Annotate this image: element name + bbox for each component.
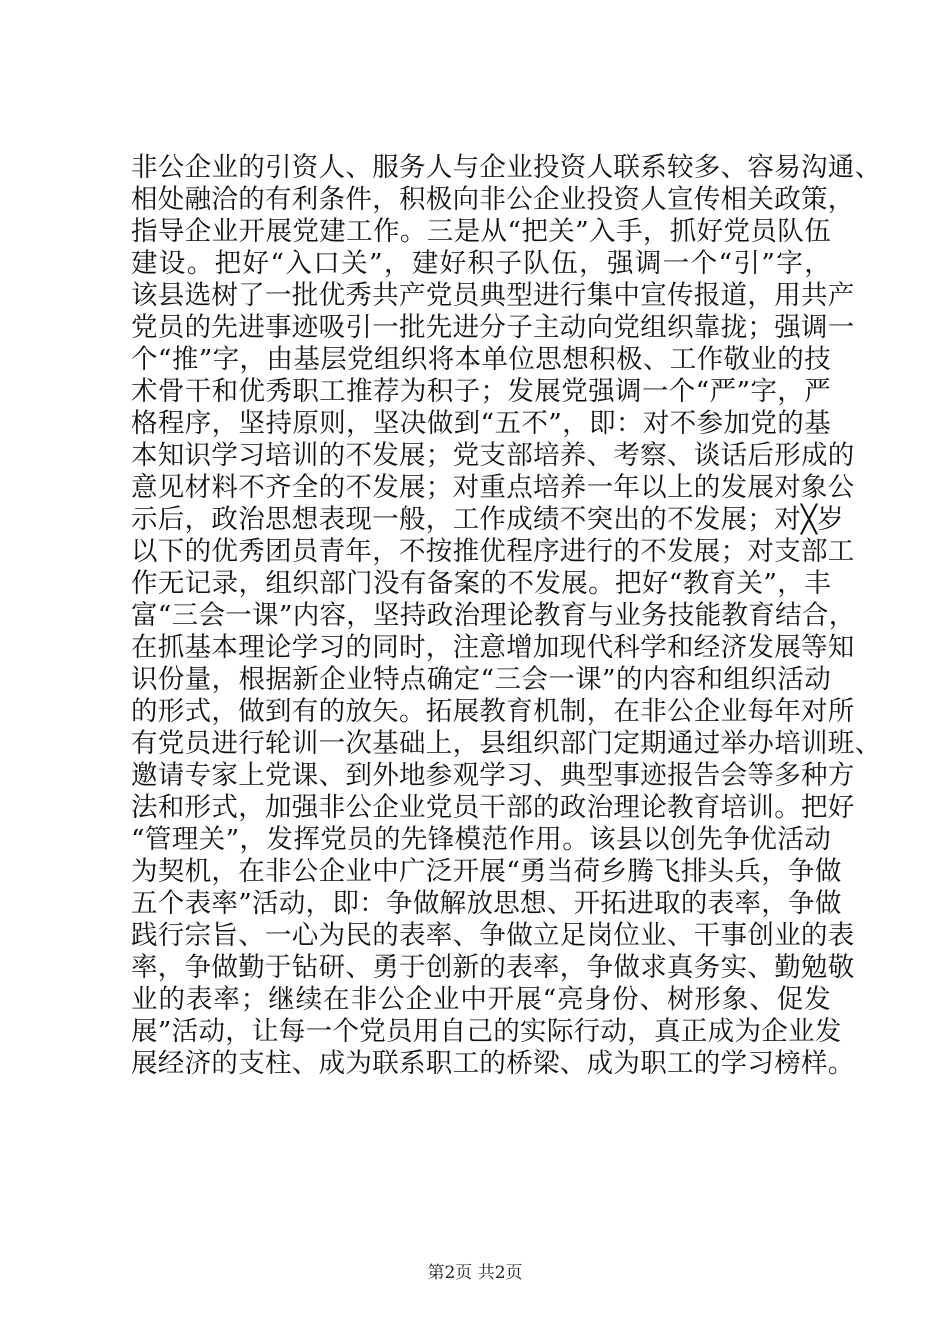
text-line: 展”活动，让每一个党员用自己的实际行动，真正成为企业发 (131, 1016, 842, 1047)
page-number-footer: 第2页 共2页 (427, 1263, 523, 1283)
text-line: 富“三会一课”内容，坚持政治理论教育与业务技能教育结合， (131, 600, 856, 631)
text-line: 展经济的支柱、成为联系职工的桥梁、成为职工的学习榜样。 (131, 1048, 855, 1079)
text-line: 该县选树了一批优秀共产党员典型进行集中宣传报道，用共产 (131, 280, 855, 311)
text-line: 相处融洽的有利条件，积极向非公企业投资人宣传相关政策， (131, 184, 855, 215)
text-line: 识份量，根据新企业特点确定“三会一课”的内容和组织活动 (131, 664, 831, 695)
text-line: 意见材料不齐全的不发展；对重点培养一年以上的发展对象公 (131, 472, 855, 503)
text-line: “管理关”，发挥党员的先锋模范作用。该县以创先争优活动 (131, 824, 831, 855)
text-line: 指导企业开展党建工作。三是从“把关”入手，抓好党员队伍 (131, 216, 831, 247)
text-line: 以下的优秀团员青年，不按推优程序进行的不发展；对支部工 (131, 536, 855, 567)
text-line: 党员的先进事迹吸引一批先进分子主动向党组织靠拢；强调一 (131, 312, 855, 343)
text-line: 践行宗旨、一心为民的表率、争做立足岗位业、干事创业的表 (131, 920, 855, 951)
text-line: 的形式，做到有的放矢。拓展教育机制，在非公企业每年对所 (131, 696, 855, 727)
text-line: 法和形式，加强非公企业党员干部的政治理论教育培训。把好 (131, 792, 855, 823)
text-line: 为契机，在非公企业中广泛开展“勇当荷乡腾飞排头兵，争做 (131, 856, 842, 887)
text-line: 非公企业的引资人、服务人与企业投资人联系较多、容易沟通、 (131, 152, 882, 183)
text-line: 建设。把好“入口关”，建好积子队伍，强调一个“引”字， (131, 248, 831, 279)
text-line: 在抓基本理论学习的同时，注意增加现代科学和经济发展等知 (131, 632, 855, 663)
text-line: 有党员进行轮训一次基础上，县组织部门定期通过举办培训班、 (131, 728, 882, 759)
text-line: 示后，政治思想表现一般，工作成绩不突出的不发展；对╳岁 (131, 504, 845, 535)
text-line: 五个表率”活动，即：争做解放思想、开拓进取的表率，争做 (131, 888, 842, 919)
text-line: 业的表率；继续在非公企业中开展“亮身份、树形象、促发 (131, 984, 831, 1015)
text-line: 邀请专家上党课、到外地参观学习、典型事迹报告会等多种方 (131, 760, 855, 791)
text-line: 术骨干和优秀职工推荐为积子；发展党强调一个“严”字，严 (131, 376, 831, 407)
text-line: 率，争做勤于钻研、勇于创新的表率，争做求真务实、勤勉敬 (131, 952, 855, 983)
text-line: 个“推”字，由基层党组织将本单位思想积极、工作敬业的技 (131, 344, 831, 375)
text-line: 本知识学习培训的不发展；党支部培养、考察、谈话后形成的 (131, 440, 855, 471)
text-line: 格程序，坚持原则，坚决做到“五不”，即：对不参加党的基 (131, 408, 831, 439)
body-paragraph (131, 152, 882, 1080)
text-line: 作无记录，组织部门没有备案的不发展。把好“教育关”，丰 (131, 568, 831, 599)
